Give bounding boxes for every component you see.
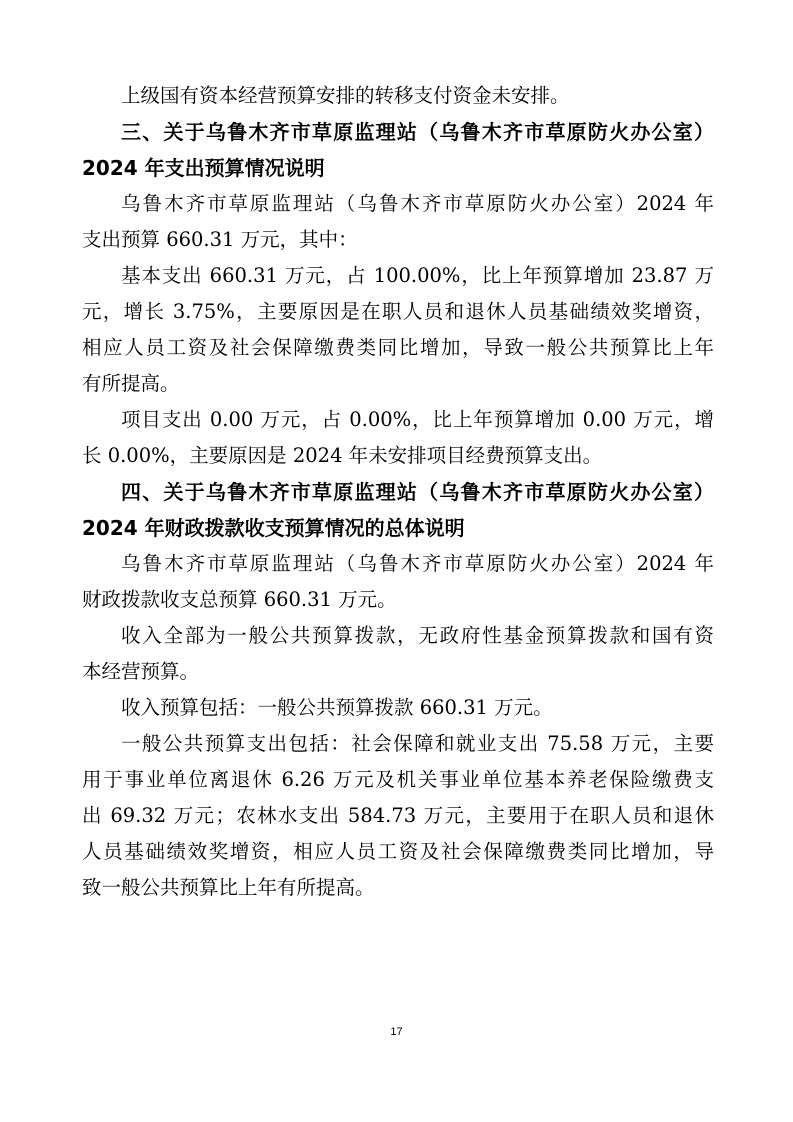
section-heading	[82, 114, 714, 186]
text-line: 财政拨款收支总预算 660.31 万元。	[82, 588, 397, 611]
text-line: 人员基础绩效奖增资，相应人员工资及社会保障缴费类同比增加，导	[82, 840, 714, 863]
body-paragraph	[82, 186, 714, 258]
text-line: 相应人员工资及社会保障缴费类同比增加，导致一般公共预算比上年	[82, 336, 714, 359]
text-line: 有所提高。	[82, 372, 180, 395]
text-line: 基本支出 660.31 万元，占 100.00%，比上年预算增加 23.87 万	[121, 264, 714, 287]
document-page	[82, 78, 714, 906]
body-paragraph	[82, 726, 714, 906]
body-paragraph	[82, 618, 714, 690]
text-line: 收入预算包括：一般公共预算拨款 660.31 万元。	[121, 696, 553, 719]
section-heading	[82, 474, 714, 546]
text-line: 乌鲁木齐市草原监理站（乌鲁木齐市草原防火办公室）2024 年	[121, 192, 714, 215]
heading-line: 2024 年财政拨款收支预算情况的总体说明	[82, 516, 465, 540]
text-line: 上级国有资本经营预算安排的转移支付资金未安排。	[121, 84, 570, 107]
text-line: 出 69.32 万元；农林水支出 584.73 万元，主要用于在职人员和退休	[82, 804, 714, 827]
text-line: 一般公共预算支出包括：社会保障和就业支出 75.58 万元，主要	[121, 732, 714, 755]
body-paragraph	[82, 78, 714, 114]
body-paragraph	[82, 402, 714, 474]
text-line: 乌鲁木齐市草原监理站（乌鲁木齐市草原防火办公室）2024 年	[121, 552, 714, 575]
text-line: 长 0.00%，主要原因是 2024 年未安排项目经费预算支出。	[82, 444, 603, 467]
text-line: 收入全部为一般公共预算拨款，无政府性基金预算拨款和国有资	[121, 624, 714, 647]
heading-line: 2024 年支出预算情况说明	[82, 156, 325, 180]
text-line: 致一般公共预算比上年有所提高。	[82, 876, 375, 899]
body-paragraph	[82, 258, 714, 402]
page-number: 17	[390, 1026, 403, 1038]
text-line: 用于事业单位离退休 6.26 万元及机关事业单位基本养老保险缴费支	[82, 768, 714, 791]
text-line: 元，增长 3.75%，主要原因是在职人员和退休人员基础绩效奖增资，	[82, 300, 714, 323]
heading-line: 三、关于乌鲁木齐市草原监理站（乌鲁木齐市草原防火办公室）	[121, 120, 714, 144]
text-line: 项目支出 0.00 万元，占 0.00%，比上年预算增加 0.00 万元，增	[121, 408, 714, 431]
body-paragraph	[82, 690, 714, 726]
body-paragraph	[82, 546, 714, 618]
text-line: 支出预算 660.31 万元，其中：	[82, 228, 358, 251]
heading-line: 四、关于乌鲁木齐市草原监理站（乌鲁木齐市草原防火办公室）	[121, 480, 714, 504]
text-line: 本经营预算。	[82, 660, 200, 683]
